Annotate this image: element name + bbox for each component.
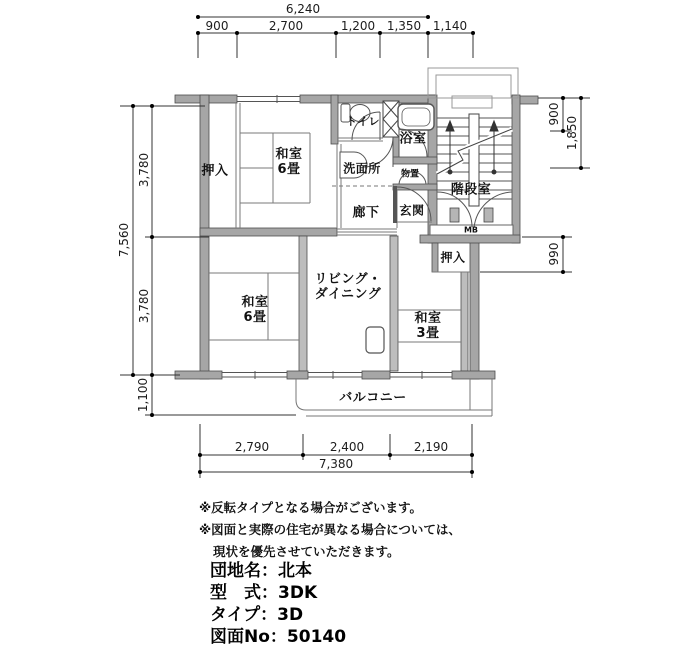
dim-left-seg2: 3,780 <box>137 288 151 324</box>
dim-bottom-seg-2: 2,190 <box>413 440 449 454</box>
dim-right-seg3: 990 <box>547 242 561 266</box>
info-danchi-name: 団地名：北本 <box>210 561 312 581</box>
room-label-washitsu3: 和室 3畳 <box>414 311 442 341</box>
dim-right-seg1: 900 <box>547 102 561 126</box>
dim-top-total: 6,240 <box>285 2 321 16</box>
room-label-entrance: 玄関 <box>399 203 425 218</box>
room-label-stairwell: 階段室 <box>450 182 492 198</box>
room-label-closet-top: 押入 <box>201 163 229 179</box>
dim-top-seg-4: 1,140 <box>432 19 468 33</box>
info-drawing-no: 図面No：50140 <box>210 627 347 647</box>
label-meter-box: MB <box>463 225 479 235</box>
dim-left-balcony: 1,100 <box>136 377 150 413</box>
bathtub-fixture <box>398 104 434 130</box>
room-label-bath: 浴室 <box>399 131 427 147</box>
dimension-lines <box>120 17 590 478</box>
entry-door-leaf <box>393 186 397 223</box>
room-label-washitsu6-bottom: 和室 6畳 <box>241 295 269 325</box>
note-line-2: ※図面と実際の住宅が異なる場合については、 <box>199 522 461 537</box>
stair-landing <box>428 68 518 108</box>
disclaimer-notes <box>199 497 461 563</box>
duct-shaft <box>383 101 399 137</box>
dim-top-seg-1: 2,700 <box>268 19 304 33</box>
dim-bottom-seg-1: 2,400 <box>329 440 365 454</box>
dim-top-seg-2: 1,200 <box>340 19 376 33</box>
room-label-living-dining: リビング・ ダイニング <box>314 272 382 302</box>
room-label-washroom: 洗面所 <box>343 161 381 176</box>
living-door-panel <box>366 327 384 353</box>
room-label-storage: 物置 <box>400 169 420 180</box>
room-label-corridor: 廊下 <box>352 205 380 221</box>
info-plan-type: タイプ：3D <box>210 605 304 625</box>
entrance-door-panel-right <box>484 208 493 222</box>
dim-top-seg-3: 1,350 <box>386 19 422 33</box>
note-line-1: ※反転タイプとなる場合がございます。 <box>199 500 423 515</box>
room-label-balcony: バルコニー <box>339 390 407 406</box>
room-label-toilet: トイレ <box>346 115 380 128</box>
entrance-door-panel-left <box>450 208 459 222</box>
dim-bottom-total: 7,380 <box>318 457 354 471</box>
dim-left-seg1: 3,780 <box>137 152 151 188</box>
property-info <box>210 560 346 648</box>
note-line-3: 現状を優先させていただきます。 <box>213 544 400 559</box>
dim-left-total: 7,560 <box>117 222 131 258</box>
info-model-type: 型 式：3DK <box>210 583 318 603</box>
room-label-washitsu6-top: 和室 6畳 <box>275 147 303 177</box>
room-label-closet-right: 押入 <box>440 250 466 265</box>
dim-bottom-seg-0: 2,790 <box>234 440 270 454</box>
dim-top-seg-0: 900 <box>205 19 229 33</box>
dim-right-seg2: 1,850 <box>565 115 579 151</box>
